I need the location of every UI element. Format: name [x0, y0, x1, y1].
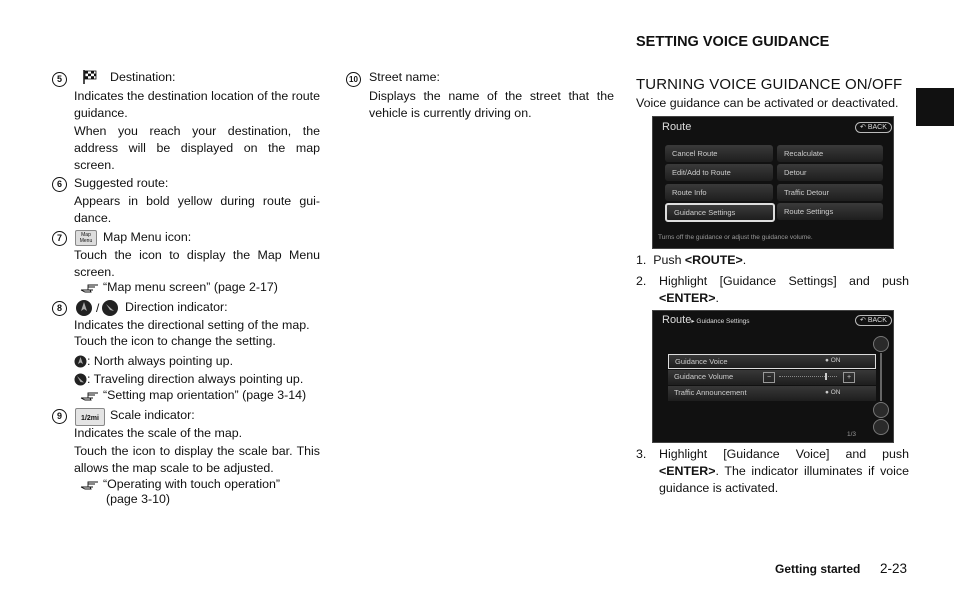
guidance-settings-screenshot — [652, 310, 894, 443]
item9-desc: Indicates the scale of the map. — [74, 426, 243, 440]
item5-desc2: When you reach your destination, the address will be displayed on the map screen. — [74, 124, 320, 172]
north-up-line — [74, 353, 233, 370]
volume-plus-button: + — [843, 372, 855, 383]
item8-desc: Indicates the directional setting of the map. — [74, 318, 310, 332]
svg-text:/: / — [96, 301, 100, 315]
guidance-voice-row: Guidance Voice — [668, 354, 876, 369]
item-number-8: 8 — [52, 301, 67, 316]
intro-text: Voice guidance can be activated or deactivated. — [636, 96, 899, 110]
guidance-volume-row: Guidance Volume — [668, 370, 876, 385]
screen1-back-button: ↶ BACK — [855, 122, 892, 133]
step-1-text: Push — [653, 253, 685, 267]
reference-hand-icon — [80, 282, 100, 293]
scroll-bottom-button — [873, 419, 889, 435]
step-2-number: 2. — [636, 274, 647, 288]
north-up-text: : North always pointing up. — [87, 354, 234, 368]
edit-route-button: Edit/Add to Route — [665, 164, 773, 181]
destination-flag-icon — [82, 69, 98, 85]
step-3-end: . The indicator illuminates if voice guidance is activated. — [659, 464, 909, 495]
step-2-text: Highlight [Guidance Settings] and push — [659, 274, 909, 288]
scroll-up-button — [873, 336, 889, 352]
volume-minus-button: − — [763, 372, 775, 383]
screen2-page-indicator: 1/3 — [847, 431, 857, 438]
route-settings-button: Route Settings — [777, 203, 883, 220]
footer-page-number: 2-23 — [880, 561, 908, 576]
step-2 — [659, 273, 909, 307]
item9-ref-text: “Operating with touch operation” — [103, 477, 281, 491]
screen2-subtitle: ▸ Guidance Settings — [691, 318, 750, 325]
item9-label: Scale indicator: — [110, 408, 195, 422]
screen1-back-label: BACK — [867, 124, 887, 131]
scrollbar-track — [880, 353, 882, 401]
item-number-10: 10 — [346, 72, 361, 87]
step-3-number: 3. — [636, 447, 647, 461]
item7-desc: Touch the icon to display the Map Menu screen. — [74, 248, 320, 279]
step-3-key: <ENTER> — [659, 464, 716, 478]
chapter-tab — [916, 88, 954, 126]
scale-indicator-icon: 1/2mi — [75, 408, 105, 426]
volume-bar — [779, 376, 837, 377]
heading-up-text: : Traveling direction always pointing up. — [87, 372, 304, 386]
item7-ref-text: “Map menu screen” (page 2-17) — [103, 280, 278, 294]
footer-chapter-label: Getting started — [775, 562, 861, 576]
item10-desc: Displays the name of the street that the vehicle is currently driving on. — [369, 89, 614, 120]
step-1 — [636, 252, 746, 269]
step-1-key: <ROUTE> — [684, 253, 743, 267]
recalculate-button: Recalculate — [777, 145, 883, 162]
item5-label: Destination: — [110, 70, 176, 84]
item-number-6: 6 — [52, 177, 67, 192]
detour-button: Detour — [777, 164, 883, 181]
screen2-back-button: ↶ BACK — [855, 315, 892, 326]
item8-ref — [80, 387, 306, 404]
item-number-9: 9 — [52, 409, 67, 424]
route-menu-screenshot — [652, 116, 894, 249]
north-up-icon — [74, 355, 87, 368]
item8-label: Direction indicator: — [125, 300, 228, 314]
step-2-end: . — [715, 291, 719, 305]
item7-label: Map Menu icon: — [103, 230, 192, 244]
screen1-title: Route — [662, 121, 692, 133]
guidance-voice-indicator: ● ON — [825, 357, 841, 364]
traffic-announcement-row: Traffic Announcement — [668, 386, 876, 401]
step-2-key: <ENTER> — [659, 291, 716, 305]
map-menu-icon: Map Menu — [75, 230, 97, 246]
reference-hand-icon — [80, 390, 100, 401]
item-number-5: 5 — [52, 72, 67, 87]
item6-desc: Appears in bold yellow during route gui-dance. — [74, 194, 320, 225]
screen2-title — [662, 314, 750, 326]
volume-level-marker — [825, 373, 827, 380]
step-1-number: 1. — [636, 253, 647, 267]
screen2-title-text: Route — [662, 314, 692, 326]
item-number-7: 7 — [52, 231, 67, 246]
item6-label: Suggested route: — [74, 176, 169, 190]
item8-desc2: Touch the icon to change the setting. — [74, 334, 276, 348]
screen2-back-label: BACK — [867, 317, 887, 324]
direction-indicator-icons — [75, 299, 119, 317]
item5-desc: Indicates the destination location of the route guidance. — [74, 89, 320, 120]
reference-hand-icon — [80, 479, 100, 490]
scroll-down-button — [873, 402, 889, 418]
screen1-hint: Turns off the guidance or adjust the guidance volume. — [658, 234, 813, 241]
step-3-text: Highlight [Guidance Voice] and push — [659, 447, 909, 461]
subsection-heading: TURNING VOICE GUIDANCE ON/OFF — [636, 76, 903, 93]
cancel-route-button: Cancel Route — [665, 145, 773, 162]
guidance-settings-button: Guidance Settings — [665, 203, 775, 222]
traffic-detour-button: Traffic Detour — [777, 184, 883, 201]
heading-up-line — [74, 371, 303, 388]
heading-up-icon — [74, 373, 87, 386]
item10-label: Street name: — [369, 70, 440, 84]
step-3 — [659, 446, 909, 497]
item7-ref — [80, 279, 278, 296]
step-1-end: . — [742, 253, 747, 267]
item8-ref-text: “Setting map orientation” (page 3-14) — [103, 388, 307, 402]
section-heading: SETTING VOICE GUIDANCE — [636, 34, 830, 50]
item9-ref-page: (page 3-10) — [106, 492, 171, 506]
route-info-button: Route Info — [665, 184, 773, 201]
item9-desc2: Touch the icon to display the scale bar. This allows the map scale to be adjusted. — [74, 444, 320, 475]
traffic-announcement-indicator: ● ON — [825, 389, 841, 396]
